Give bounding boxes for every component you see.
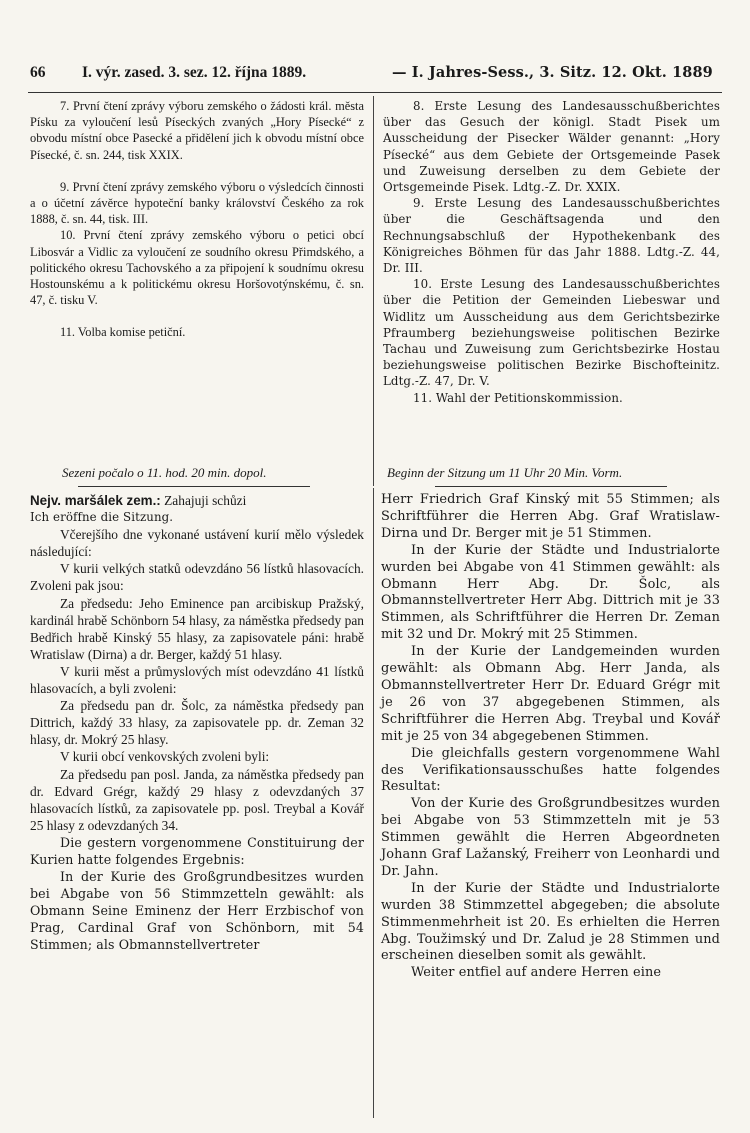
agenda-czech	[30, 98, 364, 341]
agenda-german	[383, 98, 720, 406]
agenda-item-cz-9: 9. První čtení zprávy zemského výboru o výsledcích činnosti a o účetní závěrce hypoteční banky království Českého za rok 1888, č. sn. 44, tisk. III.	[30, 179, 364, 227]
speaker-name: Nejv. maršálek zem.:	[30, 493, 161, 508]
paragraph-german: Weiter entfiel auf andere Herren eine	[411, 965, 662, 981]
section-rule-left	[78, 486, 310, 487]
paragraph-german: In der Kurie der Landgemeinden wurden gewählt: als Obmann Abg. Herr Janda, als Obmannstellvertreter Herr Dr. Eduard Grégr mit je 26 von 37 abgegebenen Stimmen, als Schriftführer die Herren Abg. Treybal und Kovář mit je 25 von 34 abgegebenen Stimmen.	[381, 644, 720, 744]
proceedings-czech	[30, 492, 364, 954]
paragraph-german: Die gestern vorgenommene Constituirung der Kurien hatte folgendes Ergebnis:	[30, 834, 364, 867]
header-german: — I. Jahres-Sess., 3. Sitz. 12. Okt. 1889	[392, 64, 713, 81]
header-czech: I. výr. zased. 3. sez. 12. října 1889.	[82, 64, 307, 81]
page-number: 66	[30, 64, 46, 81]
paragraph-german: Herr Friedrich Graf Kinský mit 55 Stimmen; als Schriftführer die Herren Abg. Graf Wratislaw-Dirna und Dr. Berger mit je 51 Stimmen.	[381, 492, 720, 541]
opening-text-german: Ich eröffne die Sitzung.	[30, 510, 174, 525]
page-header	[30, 64, 720, 82]
proceedings-german	[381, 492, 720, 982]
agenda-item-cz-11: 11. Volba komise petiční.	[60, 325, 186, 340]
agenda-item-de-9: 9. Erste Lesung des Landesausschußberichtes über die Geschäftsagenda und den Rechnungsabschluß der Hypothekenbank des Königreiches Böhmen für das Jahr 1888. Ldtg.-Z. 44, Dr. III.	[383, 196, 720, 276]
column-divider-top	[373, 96, 374, 486]
session-start-german: Beginn der Sitzung um 11 Uhr 20 Min. Vorm.	[387, 465, 623, 480]
paragraph-german: In der Kurie der Städte und Industrialorte wurden bei Abgabe von 41 Stimmen gewählt: als Obmann Herr Abg. Dr. Šolc, als Obmannstellvertreter Herr Abg. Dittrich mit je 33 Stimmen, als Schriftführer die Herren Dr. Zeman mit 32 und Dr. Mokrý mit 25 Stimmen.	[381, 542, 720, 643]
paragraph: Včerejšího dne vykonané ustávení kurií mělo výsledek následující:	[30, 527, 364, 560]
agenda-item-cz-7: 7. První čtení zprávy výboru zemského o žádosti král. města Písku za vyloučení lesů Píseckých zvaných „Hory Písecké“ z obvodu místní obce Pasecké a přidělení jich k obvodu místní obce Písecké, č. sn. 244, tisk XXIX.	[30, 99, 364, 162]
agenda-item-de-8: 8. Erste Lesung des Landesausschußberichtes über das Gesuch der königl. Stadt Pisek um Ausscheidung der Pisecker Wälder genannt: „Hory Písecké“ aus dem Gebiete der Ortsgemeinde Pasek und Zuweisung derselben zu dem Gebiete der Ortsgemeinde Pisek. Ldtg.-Z. Dr. XXIX.	[383, 99, 720, 195]
paragraph: V kurii velkých statků odevzdáno 56 lístků hlasovacích. Zvoleni pak jsou:	[30, 561, 364, 594]
paragraph-german: In der Kurie der Städte und Industrialorte wurden 38 Stimmzettel abgegeben; die absolute Stimmenmehrheit ist 20. Es erhielten die Herren Abg. Toužimský und Dr. Zalud je 28 Stimmen und erscheinen dieselben somit als gewählt.	[381, 880, 720, 964]
agenda-item-de-10: 10. Erste Lesung des Landesausschußberichtes über die Petition der Gemeinden Liebeswar und Widlitz um Ausscheidung aus dem Gerichtsbezirke Pfraumberg beziehungsweise politischen Bezirke Tachau und Zuweisung zum Gerichtsbezirke Hostau beziehungsweise politischen Bezirke Bischofteinitz. Ldtg.-Z. 47, Dr. V.	[383, 277, 720, 389]
paragraph: V kurii měst a průmyslových míst odevzdáno 41 lístků hlasovacích, a byli zvoleni:	[30, 663, 364, 697]
paragraph: Za předsedu: Jeho Eminence pan arcibiskup Pražský, kardinál hrabě Schönborn 54 hlasy, za náměstka předsedy pan Bedřich hrabě Kinský 55 hlasy, za zapisovatele páni: hrabě Wratislaw (Dirna) a dr. Berger, každý 51 hlasy.	[30, 595, 364, 662]
header-rule	[28, 92, 722, 93]
agenda-item-de-11: 11. Wahl der Petitionskommission.	[413, 390, 623, 405]
paragraph-german: Von der Kurie des Großgrundbesitzes wurden bei Abgabe von 53 Stimmzetteln mit je 53 Stimmen gewählt die Herren Abgeordneten Johann Graf Lažanský, Freiherr von Leonhardi und Dr. Jahn.	[381, 796, 720, 879]
paragraph-german: In der Kurie des Großgrundbesitzes wurden bei Abgabe von 56 Stimmzetteln gewählt: als Obmann Seine Eminenz der Herr Erzbischof von Prag, Cardinal Graf von Schönborn, mit 54 Stimmen; als Obmannstellvertreter	[30, 869, 364, 953]
paragraph-german: Die gleichfalls gestern vorgenommene Wahl des Verifikationsausschußes hatte folgendes Resultat:	[381, 745, 720, 795]
column-divider-bottom	[373, 488, 374, 1118]
session-start-czech: Sezeni počalo o 11. hod. 20 min. dopol.	[62, 465, 267, 480]
speaker-paragraph	[30, 492, 364, 509]
agenda-item-cz-10: 10. První čtení zprávy zemského výboru o petici obcí Libosvár a Vidlic za vyloučení ze soudního okresu Přimdského, a politického okresu Tachovského a za připojení k soudnímu okresu Hostounskému a k politickému okresu Horšovotýnskému, č. sn. 47, č. tisku V.	[30, 228, 364, 308]
paragraph: Za předsedu pan posl. Janda, za náměstka předsedy pan dr. Edvard Grégr, každý 29 hlasy z odevzdaných 37 hlasovacích lístků, za zapisovatele pp. posl. Treybal a Kovář 25 hlasy z odevzdaných 34.	[30, 766, 364, 833]
section-rule-right	[435, 486, 667, 487]
opening-text: Zahajuji schůzi	[164, 493, 247, 508]
paragraph: Za předsedu pan dr. Šolc, za náměstka předsedy pan Dittrich, každý 33 hlasy, za zapisovatele pp. dr. Zeman 32 hlasy, dr. Mokrý 25 hlasy.	[30, 698, 364, 748]
paragraph: V kurii obcí venkovských zvoleni byli:	[60, 749, 270, 765]
